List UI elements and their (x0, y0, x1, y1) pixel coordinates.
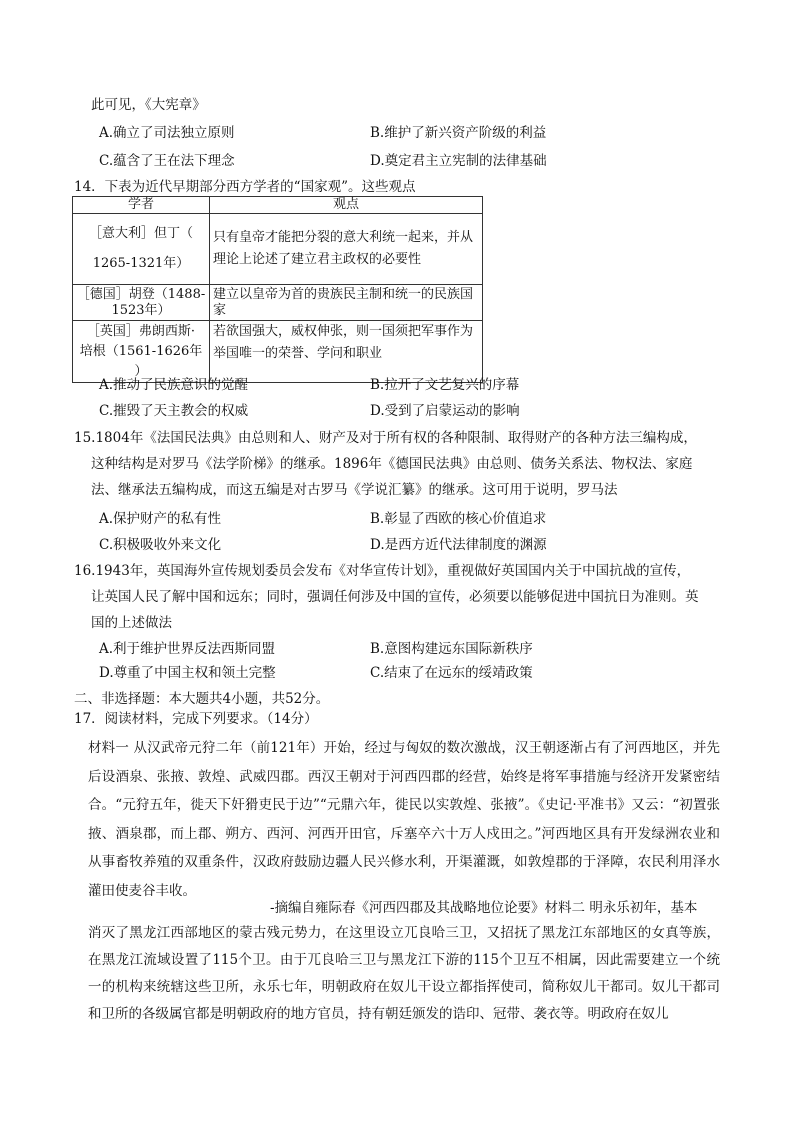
q17-stem: 17．阅读材料，完成下列要求。（14分） (74, 711, 318, 727)
scholar-line: 1265-1321年） (92, 256, 190, 271)
scholar-line: ［意大利］但丁（ (88, 226, 193, 241)
q16-option-c: C.结束了在远东的绥靖政策 (370, 665, 533, 681)
table-header-row (73, 197, 483, 214)
material-1-text: 材料一 从汉武帝元狩二年（前121年）开始，经过与匈奴的数次激战，汉王朝逐渐占有了河西地区，并先后设酒泉、张掖、敦煌、武威四郡。西汉王朝对于河西四郡的经营，始终是将军事措施与经济开发紧密结合。“元狩五年，徙天下奸猾吏民于边”“元鼎六年，徙民以实敦煌、张掖”。《史记·平准书》又云：“初置张掖、酒泉郡，而上郡、朔方、西河、河西开田官，斥塞卒六十万人戍田之。”河西地区具有开发绿洲农业和从事畜牧养殖的双重条件，汉政府鼓励边疆人民兴修水利，开渠灌溉，如敦煌郡的于泽障，农民利用泽水灌田使麦谷丰收。 (88, 740, 720, 899)
table-cell-scholar (73, 285, 210, 321)
q16-option-d: D.尊重了中国主权和领土完整 (99, 665, 276, 681)
q13-stem-tail: 此可见，《大宪章》 (91, 97, 206, 113)
scholar-line: ） (134, 363, 148, 379)
table-row (73, 214, 483, 285)
q15-line-1: 15.1804年《法国民法典》由总则和人、财产及对于所有权的各种限制、取得财产的各种方法三编构成， (74, 430, 697, 446)
material-2-text: 消灭了黑龙江西部地区的蒙古残元势力，在这里设立兀良哈三卫，又招抚了黑龙江东部地区的女真等族，在黑龙江流域设置了115个卫。由于兀良哈三卫与黑龙江下游的115个卫互不相属，因此需要建立一个统一的机构来统辖这些卫所，永乐七年，明朝政府在奴儿干设立都指挥使司，简称奴儿干都司。奴儿干都司和卫所的各级属官都是明朝政府的地方官员，持有朝廷颁发的诰印、冠带、袭衣等。明政府在奴儿 (88, 925, 720, 1022)
q15-line-3: 法、继承法五编构成，而这五编是对古罗马《学说汇纂》的继承。这可用于说明，罗马法 (91, 482, 618, 498)
table-header-scholar: 学者 (73, 197, 210, 214)
q15-option-a: A.保护财产的私有性 (99, 511, 222, 527)
table-row (73, 285, 483, 321)
q16-option-a: A.利于维护世界反法西斯同盟 (99, 641, 276, 657)
q16-line-3: 国的上述做法 (91, 615, 172, 631)
table-cell-view: 建立以皇帝为首的贵族民主制和统一的民族国家 (210, 285, 483, 321)
table-cell-scholar (73, 214, 210, 285)
table-cell-view: 若欲国强大，威权伸张，则一国须把军事作为举国唯一的荣誉、学问和职业 (210, 321, 483, 383)
q13-option-b: B.维护了新兴资产阶级的利益 (370, 125, 547, 141)
q15-option-b: B.彰显了西欧的核心价值追求 (370, 511, 547, 527)
q14-option-d: D.受到了启蒙运动的影响 (370, 403, 520, 419)
q14-option-c: C.摧毁了天主教会的权威 (99, 403, 249, 419)
section-2-heading: 二、非选择题：本大题共4小题，共52分。 (74, 691, 330, 707)
table-header-view: 观点 (210, 197, 483, 214)
q14-option-b: B.拉开了文艺复兴的序幕 (370, 377, 520, 393)
q13-option-d: D.奠定君主立宪制的法律基础 (370, 153, 547, 169)
q16-line-2: 让英国人民了解中国和远东；同时，强调任何涉及中国的宣传，必须要以能够促进中国抗日为准则。英 (91, 589, 699, 605)
q14-stem: 14．下表为近代早期部分西方学者的“国家观”。这些观点 (74, 179, 416, 195)
scholar-line: ［德国］胡登（1488- (76, 286, 206, 302)
scholars-table (72, 196, 483, 383)
table-cell-view: 只有皇帝才能把分裂的意大利统一起来，并从理论上论述了建立君主政权的必要性 (210, 214, 483, 285)
table-cell-scholar (73, 321, 210, 383)
scholar-line: 培根（1561-1626年 (79, 343, 203, 359)
q16-line-1: 16.1943年，英国海外宣传规划委员会发布《对华宣传计划》，重视做好英国国内关于中国抗战的宣传， (74, 563, 691, 579)
q13-option-c: C.蕴含了王在法下理念 (99, 153, 235, 169)
q16-option-b: B.意图构建远东国际新秩序 (370, 641, 533, 657)
q15-option-c: C.积极吸收外来文化 (99, 537, 222, 553)
scholar-line: ［英国］弗朗西斯· (86, 323, 196, 339)
material-2-source-and-start: -摘编自雍际春《河西四郡及其战略地位论要》材料二 明永乐初年，基本 (270, 900, 698, 916)
q15-line-2: 这种结构是对罗马《法学阶梯》的继承。1896年《德国民法典》由总则、债务关系法、物权法、家庭 (91, 456, 693, 472)
q15-option-d: D.是西方近代法律制度的渊源 (370, 537, 547, 553)
table-row (73, 321, 483, 383)
q13-option-a: A.确立了司法独立原则 (99, 125, 235, 141)
q14-option-a: A.推动了民族意识的觉醒 (99, 377, 249, 393)
scholar-line: 1523年） (111, 302, 171, 318)
